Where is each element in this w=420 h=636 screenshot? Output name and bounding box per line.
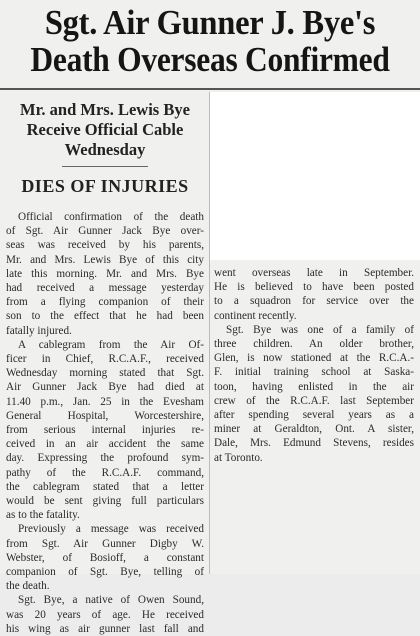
blank-area [210,92,420,260]
text-line: Wednesday morning stated that Sgt. [6,367,204,380]
right-column [214,266,414,465]
text-line: went overseas late in September. [214,267,414,279]
subheading: DIES OF INJURIES [21,176,189,196]
headline-line-2: Death Overseas Confirmed [30,40,390,79]
text-line: A cablegram from the Air Of- [18,338,204,351]
text-line: from serious internal injuries re- [6,424,204,437]
text-line: had received a message yesterday [6,282,204,295]
headline-rule [0,88,420,90]
text-line: Previously a message was received [18,523,204,536]
text-line: Mr. and Mrs. Lewis Bye of this city [6,253,204,266]
text-line: would be sent giving full particulars [6,495,204,508]
text-line: toon, having enlisted in the air [214,380,414,393]
text-line: pathy of the R.C.A.F. command, [6,466,204,479]
deck-line-3: Wednesday [64,140,146,159]
deck-heading [0,100,210,160]
text-line: from Sgt. Air Gunner Digby W. [6,537,204,550]
text-line: from a flying companion of their [6,296,204,309]
text-line: at Toronto. [214,451,263,464]
text-line: Webster, of Bosioff, a constant [6,551,204,564]
text-line: the cablegram stated that a letter [6,480,204,493]
text-line: Sgt. Bye, a native of Owen Sound, [18,594,204,607]
headline [0,4,420,78]
text-line: three children. An older brother, [214,338,414,351]
text-line: Glen, is now stationed at the R.C.A.- [214,352,414,365]
text-line: late this morning. Mr. and Mrs. Bye [6,267,204,280]
text-line: 11.40 p.m., Jan. 25 in the Evesham [6,395,204,408]
text-line: crew of the R.C.A.F. last September [214,394,414,407]
text-line: Sgt. Bye was one of a family of [226,323,414,336]
headline-line-1: Sgt. Air Gunner J. Bye's [44,3,376,42]
deck-line-1: Mr. and Mrs. Lewis Bye [20,100,190,119]
text-line: of Sgt. Air Gunner Jack Bye over- [6,225,204,238]
text-line: son to the effect that he had been [6,310,204,323]
text-line: F. initial training school at Saska- [214,366,414,379]
text-line: miner at Geraldton, Ont. A sister, [214,423,414,436]
text-line: Air Gunner Jack Bye had died at [6,381,204,394]
text-line: continent recently. [214,309,297,322]
text-line: Official confirmation of the death [18,211,204,223]
left-column [6,210,204,636]
text-line: as to the fatality. [6,509,80,522]
text-line: fatally injured. [6,324,72,337]
deck-rule [62,166,148,167]
column-divider [209,92,210,574]
text-line: after spending several years as a [214,409,414,422]
text-line: companion of Sgt. Bye, telling of [6,566,204,579]
deck-line-2: Receive Official Cable [26,120,184,139]
text-line: was 20 years of age. He received [6,608,204,621]
text-line: to a squadron for service over the [214,295,414,308]
text-line: ceived in an air accident the same [6,438,204,451]
text-line: his wing as air gunner last fall and [6,622,204,635]
text-line: He is believed to have been posted [214,281,414,294]
text-line: Dale, Mrs. Edmund Stevens, resides [214,437,414,450]
text-line: seas was received by his parents, [6,239,204,252]
text-line: day. Expressing the profound sym- [6,452,204,465]
text-line: General Hospital, Worcestershire, [6,409,204,422]
text-line: the death. [6,580,50,593]
text-line: ficer in Chief, R.C.A.F., received [6,353,204,366]
